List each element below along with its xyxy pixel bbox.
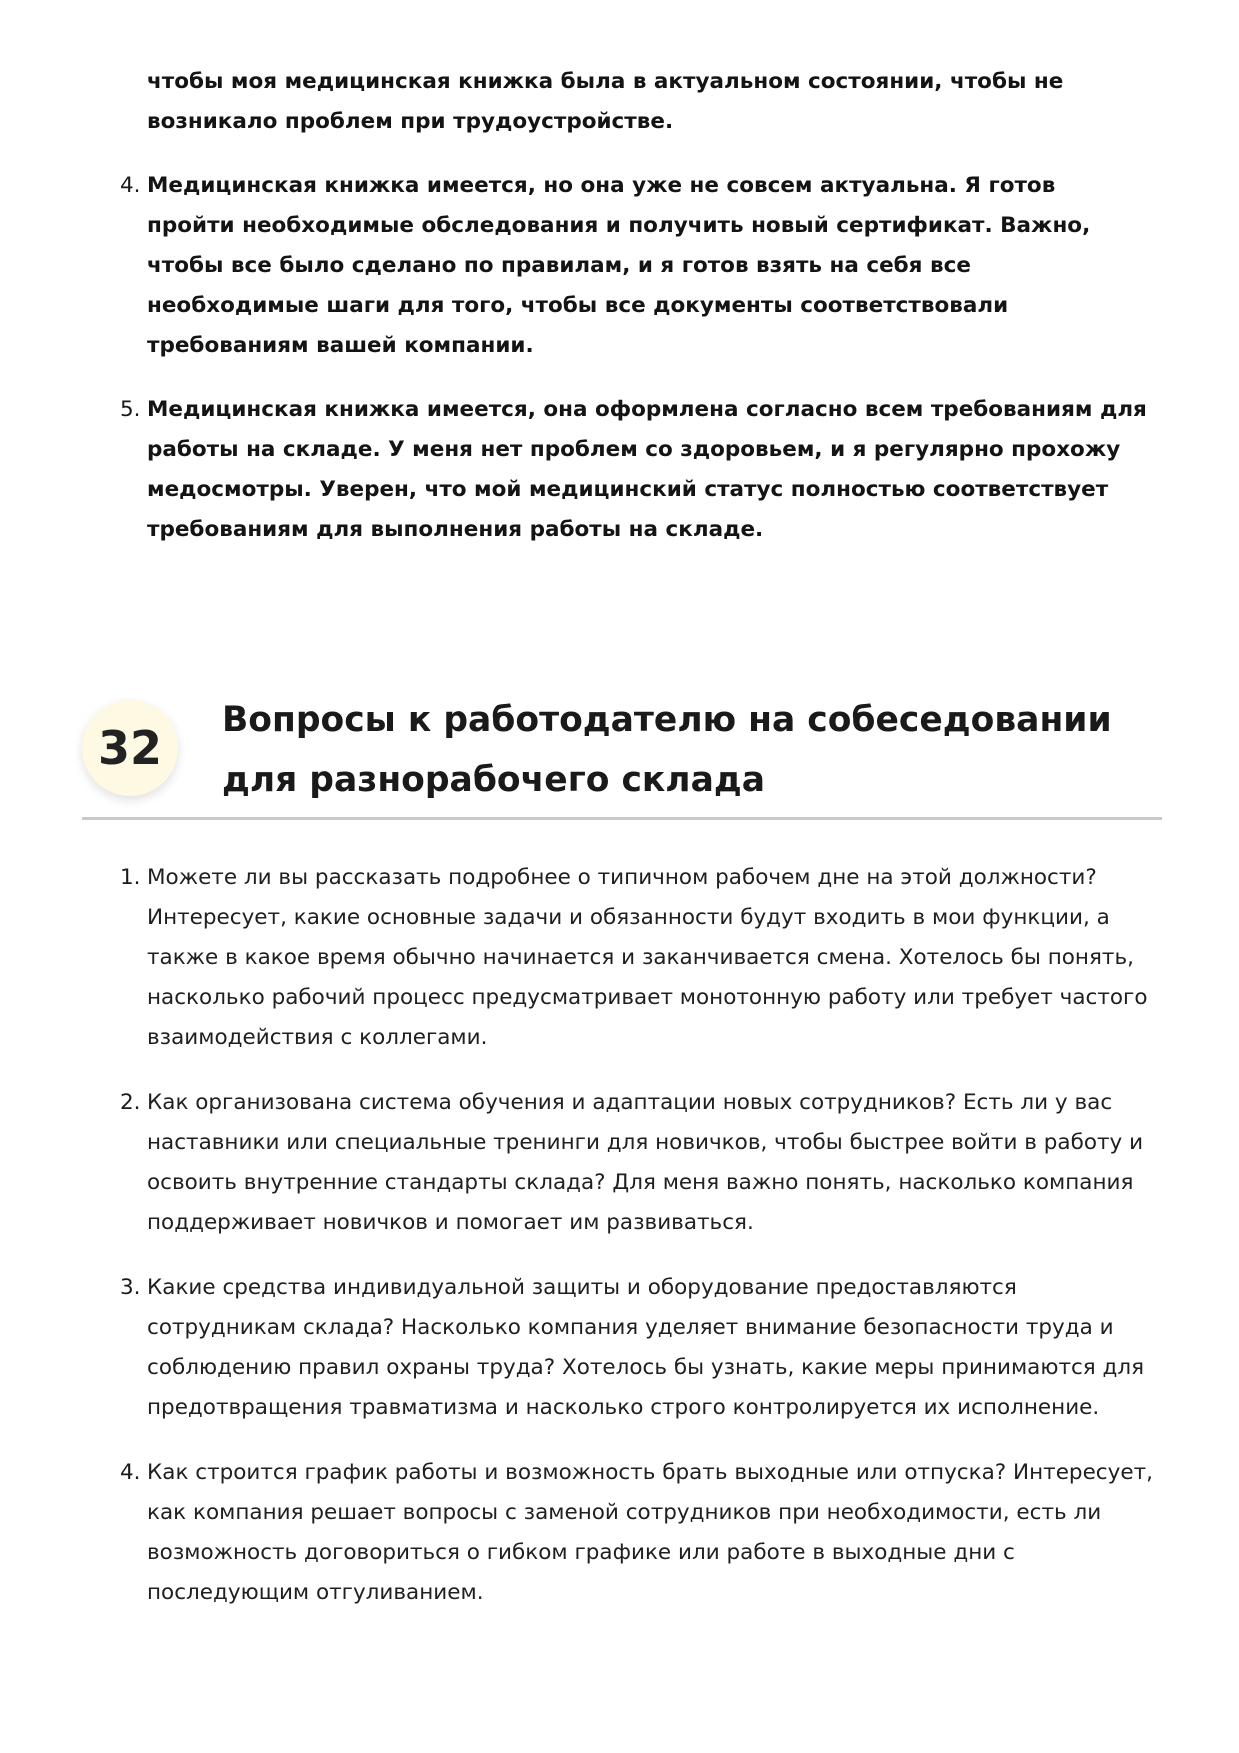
list-item: [120, 1083, 1167, 1243]
list-item-text: Как организована система обучения и адаптации новых сотрудников? Есть ли у вас наставники или специальные тренинги для новичков, чтобы быстрее войти в работу и освоить внутренние стандарты склада? Для меня важно понять, насколько компания поддерживает новичков и помогает им развиваться.: [147, 1090, 1144, 1235]
questions-list: [120, 858, 1167, 1638]
list-item-number: 5.: [120, 397, 141, 422]
section-title: Вопросы к работодателю на собеседовании для разнорабочего склада: [222, 700, 1112, 800]
list-item-number: 4.: [120, 173, 141, 198]
list-item-number: 2.: [120, 1090, 141, 1115]
list-item: [120, 390, 1147, 550]
list-item: [120, 1453, 1167, 1613]
list-item: [120, 166, 1147, 366]
list-item-number: 4.: [120, 1460, 141, 1485]
list-item-number: 3.: [120, 1275, 141, 1300]
list-item-number: 1.: [120, 865, 141, 890]
list-item-text: Можете ли вы рассказать подробнее о типичном рабочем дне на этой должности? Интересует, какие основные задачи и обязанности будут входить в мои функции, а также в какое время обычно начинается и заканчивается смена. Хотелось бы понять, насколько рабочий процесс предусматривает монотонную работу или требует частого взаимодействия с коллегами.: [147, 865, 1148, 1050]
list-item-text: Какие средства индивидуальной защиты и оборудование предоставляются сотрудникам склада? Насколько компания уделяет внимание безопасности труда и соблюдению правил охраны труда? Хотелось бы узнать, какие меры принимаются для предотвращения травматизма и насколько строго контролируется их исполнение.: [147, 1275, 1145, 1420]
list-item-text: Медицинская книжка имеется, она оформлена согласно всем требованиям для работы на складе. У меня нет проблем со здоровьем, и я регулярно прохожу медосмотры. Уверен, что мой медицинский статус полностью соответствует требованиям для выполнения работы на складе.: [147, 397, 1147, 542]
list-item: [120, 858, 1167, 1058]
list-item: [120, 1268, 1167, 1428]
answer-list: [120, 62, 1147, 574]
list-item-text: Медицинская книжка имеется, но она уже не совсем актуальна. Я готов пройти необходимые обследования и получить новый сертификат. Важно, чтобы все было сделано по правилам, и я готов взять на себя все необходимые шаги для того, чтобы все документы соответствовали требованиям вашей компании.: [147, 173, 1091, 358]
list-item-text: Как строится график работы и возможность брать выходные или отпуска? Интересует, как компания решает вопросы с заменой сотрудников при необходимости, есть ли возможность договориться о гибком графике или работе в выходные дни с последующим отгуливанием.: [147, 1460, 1153, 1605]
section-header: [82, 690, 1162, 820]
list-item-continuation: чтобы моя медицинская книжка была в актуальном состоянии, чтобы не возникало проблем при трудоустройстве.: [147, 69, 1064, 134]
section-number-badge: 32: [82, 700, 178, 796]
